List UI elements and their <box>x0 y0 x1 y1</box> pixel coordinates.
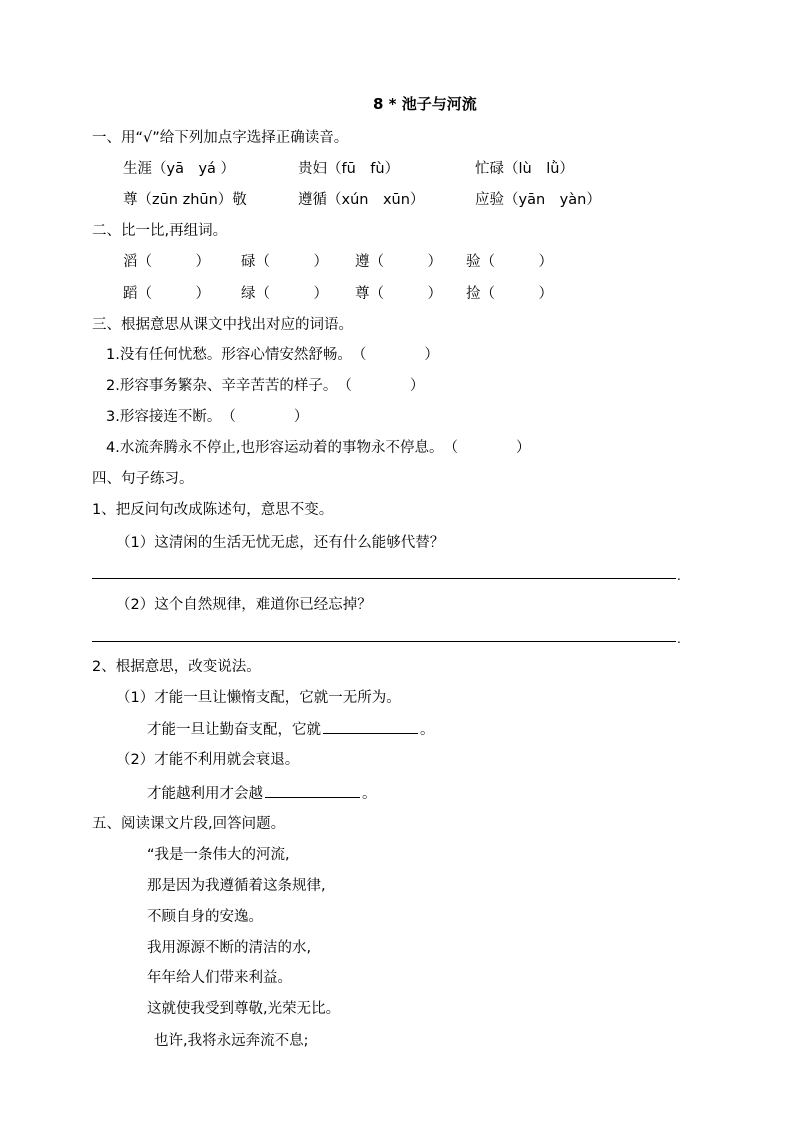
poem-line: 这就使我受到尊敬,光荣无比。 <box>147 1001 341 1017</box>
fill-prefix: 才能越利用才会越 <box>147 786 263 802</box>
subsection-heading: 2、根据意思，改变说法。 <box>92 659 261 675</box>
fill-blank[interactable] <box>323 719 418 734</box>
word-compare-item[interactable]: 验（ ） <box>466 254 553 270</box>
definition-item[interactable]: 4.水流奔腾永不停止,也形容运动着的事物永不停息。 （ ） <box>106 440 531 456</box>
word-compare-item[interactable]: 捡（ ） <box>466 286 553 302</box>
word-compare-item[interactable]: 尊（ ） <box>355 286 442 302</box>
question-text: （2）才能不利用就会衰退。 <box>116 752 300 768</box>
poem-line: 那是因为我遵循着这条规律, <box>147 878 326 894</box>
question-text: （1）才能一旦让懒惰支配，它就一无所为。 <box>116 690 401 706</box>
pinyin-choice-item: 应验（yān yàn） <box>475 192 601 208</box>
question-text: （1）这清闲的生活无忧无虑，还有什么能够代替？ <box>116 535 445 551</box>
poem-line: 年年给人们带来利益。 <box>147 970 292 986</box>
subsection-heading: 1、把反问句改成陈述句，意思不变。 <box>92 502 334 518</box>
poem-line: 也许,我将永远奔流不息; <box>154 1033 309 1049</box>
word-compare-item[interactable]: 绿（ ） <box>241 286 328 302</box>
section2-heading: 二、比一比,再组词。 <box>92 223 228 239</box>
fill-period: 。 <box>420 722 435 738</box>
answer-line[interactable] <box>92 578 676 579</box>
page-title: 8 * 池子与河流 <box>373 95 477 113</box>
fill-sentence <box>147 719 435 740</box>
answer-line[interactable] <box>92 641 676 642</box>
section4-heading: 四、句子练习。 <box>92 471 194 487</box>
word-compare-item[interactable]: 蹈（ ） <box>123 286 210 302</box>
pinyin-choice-item: 贵妇（fū fù） <box>298 161 400 177</box>
poem-line: 我用源源不断的清洁的水, <box>147 940 312 956</box>
section1-heading: 一、用“√”给下列加点字选择正确读音。 <box>92 130 349 146</box>
section5-heading: 五、阅读课文片段,回答问题。 <box>92 816 286 832</box>
pinyin-choice-item: 遵循（xún xūn） <box>298 192 425 208</box>
fill-sentence <box>147 783 377 804</box>
question-text: （2）这个自然规律，难道你已经忘掉？ <box>116 597 372 613</box>
line-end-mark: . <box>677 569 681 583</box>
definition-item[interactable]: 1.没有任何忧愁。形容心情安然舒畅。 （ ） <box>106 347 439 363</box>
word-compare-item[interactable]: 滔（ ） <box>123 254 210 270</box>
word-compare-item[interactable]: 碌（ ） <box>241 254 328 270</box>
fill-prefix: 才能一旦让勤奋支配，它就 <box>147 722 321 738</box>
definition-item[interactable]: 2.形容事务繁杂、辛辛苦苦的样子。 （ ） <box>106 378 425 394</box>
pinyin-choice-item: 尊（zūn zhūn）敬 <box>123 192 247 208</box>
section3-heading: 三、根据意思从课文中找出对应的词语。 <box>92 317 353 333</box>
poem-line: 不顾自身的安逸。 <box>147 909 263 925</box>
word-compare-item[interactable]: 遵（ ） <box>355 254 442 270</box>
definition-item[interactable]: 3.形容接连不断。 （ ） <box>106 409 309 425</box>
fill-blank[interactable] <box>265 783 360 798</box>
pinyin-choice-item: 忙碌（lù lǜ） <box>475 161 574 177</box>
pinyin-choice-item: 生涯（yā yá ） <box>123 161 236 177</box>
fill-period: 。 <box>362 786 377 802</box>
line-end-mark: . <box>677 632 681 646</box>
poem-line: “我是一条伟大的河流, <box>147 847 290 863</box>
